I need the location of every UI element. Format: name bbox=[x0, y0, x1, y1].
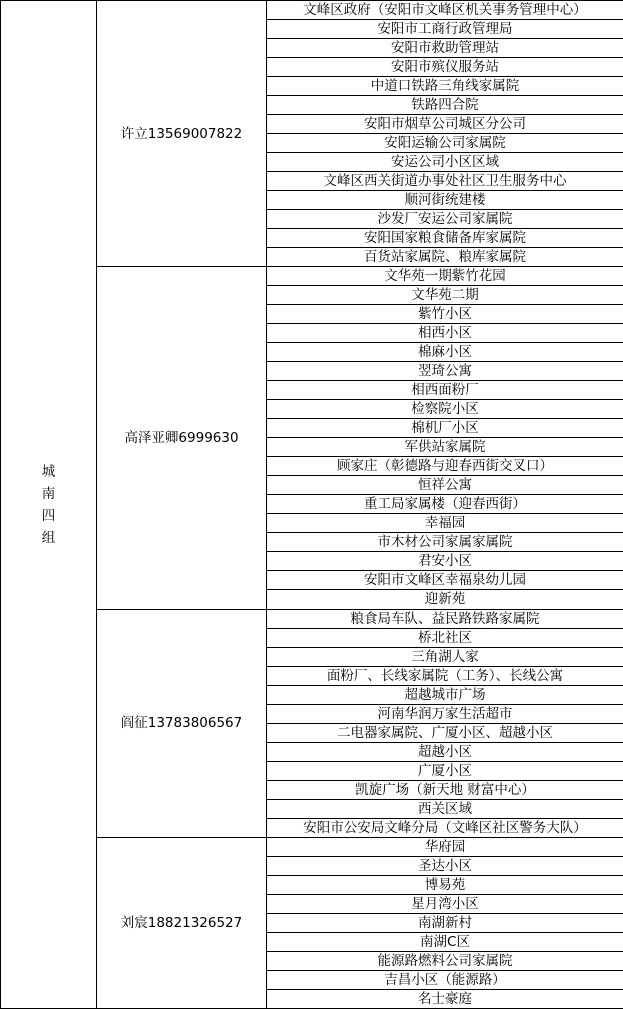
place-cell: 顺河街统建楼 bbox=[267, 191, 623, 210]
place-cell: 相西面粉厂 bbox=[267, 381, 623, 400]
place-cell: 二电器家属院、广厦小区、超越小区 bbox=[267, 723, 623, 742]
place-cell: 西关区域 bbox=[267, 799, 623, 818]
place-cell: 南湖新村 bbox=[267, 913, 623, 932]
place-cell: 翌琦公寓 bbox=[267, 362, 623, 381]
contact-cell: 许立13569007822 bbox=[97, 1, 267, 267]
place-cell: 吉昌小区（能源路） bbox=[267, 970, 623, 989]
place-cell: 博易苑 bbox=[267, 875, 623, 894]
place-cell: 文峰区政府（安阳市文峰区机关事务管理中心） bbox=[267, 1, 623, 20]
place-cell: 沙发厂安运公司家属院 bbox=[267, 210, 623, 229]
place-cell: 安阳市工商行政管理局 bbox=[267, 20, 623, 39]
place-cell: 安阳市公安局文峰分局（文峰区社区警务大队） bbox=[267, 818, 623, 837]
place-cell: 文华苑一期紫竹花园 bbox=[267, 267, 623, 286]
place-cell: 迎新苑 bbox=[267, 590, 623, 609]
place-cell: 粮食局车队、益民路铁路家属院 bbox=[267, 609, 623, 628]
contact-cell: 高泽亚卿6999630 bbox=[97, 267, 267, 609]
place-cell: 安阳市救助管理站 bbox=[267, 39, 623, 58]
contact-cell: 刘宸18821326527 bbox=[97, 837, 267, 1008]
place-cell: 面粉厂、长线家属院（工务）、长线公寓 bbox=[267, 666, 623, 685]
place-cell: 安阳市文峰区幸福泉幼儿园 bbox=[267, 571, 623, 590]
place-cell: 安阳市烟草公司城区分公司 bbox=[267, 115, 623, 134]
place-cell: 名士豪庭 bbox=[267, 989, 623, 1008]
place-cell: 圣达小区 bbox=[267, 856, 623, 875]
place-cell: 顾家庄（彰德路与迎春西街交叉口） bbox=[267, 457, 623, 476]
place-cell: 安阳国家粮食储备库家属院 bbox=[267, 229, 623, 248]
group-name-char: 城 bbox=[41, 463, 56, 480]
place-cell: 超越小区 bbox=[267, 742, 623, 761]
group-name-cell bbox=[1, 1, 97, 1009]
place-cell: 文华苑二期 bbox=[267, 286, 623, 305]
place-cell: 南湖C区 bbox=[267, 932, 623, 951]
place-cell: 相西小区 bbox=[267, 324, 623, 343]
table-body bbox=[1, 1, 623, 1009]
place-cell: 百货站家属院、粮库家属院 bbox=[267, 248, 623, 267]
place-cell: 棉麻小区 bbox=[267, 343, 623, 362]
place-cell: 重工局家属楼（迎春西街） bbox=[267, 495, 623, 514]
place-cell: 能源路燃料公司家属院 bbox=[267, 951, 623, 970]
place-cell: 安阳运输公司家属院 bbox=[267, 134, 623, 153]
place-cell: 文峰区西关街道办事处社区卫生服务中心 bbox=[267, 172, 623, 191]
place-cell: 安阳市殡仪服务站 bbox=[267, 58, 623, 77]
place-cell: 凯旋广场（新天地 财富中心） bbox=[267, 780, 623, 799]
place-cell: 棉机厂小区 bbox=[267, 419, 623, 438]
group-name-char: 四 bbox=[41, 507, 56, 524]
place-cell: 三角湖人家 bbox=[267, 647, 623, 666]
table-row bbox=[1, 1, 623, 20]
place-cell: 星月湾小区 bbox=[267, 894, 623, 913]
place-cell: 紫竹小区 bbox=[267, 305, 623, 324]
place-cell: 检察院小区 bbox=[267, 400, 623, 419]
contact-cell: 阎征13783806567 bbox=[97, 609, 267, 837]
place-cell: 铁路四合院 bbox=[267, 96, 623, 115]
place-cell: 河南华润万家生活超市 bbox=[267, 704, 623, 723]
place-cell: 市木材公司家属家属院 bbox=[267, 533, 623, 552]
place-cell: 中道口铁路三角线家属院 bbox=[267, 77, 623, 96]
place-cell: 幸福园 bbox=[267, 514, 623, 533]
place-cell: 华府园 bbox=[267, 837, 623, 856]
place-cell: 君安小区 bbox=[267, 552, 623, 571]
place-cell: 桥北社区 bbox=[267, 628, 623, 647]
group-name-char: 组 bbox=[41, 529, 56, 546]
place-cell: 军供站家属院 bbox=[267, 438, 623, 457]
place-cell: 恒祥公寓 bbox=[267, 476, 623, 495]
place-cell: 广厦小区 bbox=[267, 761, 623, 780]
place-cell: 安运公司小区区域 bbox=[267, 153, 623, 172]
place-cell: 超越城市广场 bbox=[267, 685, 623, 704]
group-name-char: 南 bbox=[41, 485, 56, 502]
